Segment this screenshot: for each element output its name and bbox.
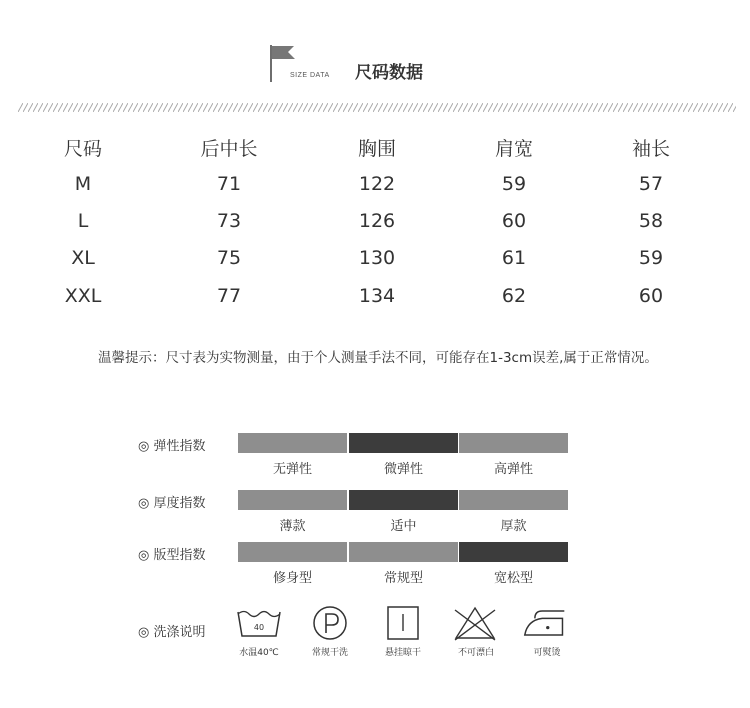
care-item-label: 悬挂晾干: [384, 648, 421, 658]
table-header-cell: 胸围: [357, 138, 396, 160]
table-header-cell: 尺码: [63, 138, 102, 160]
indicator-option-label: 高弹性: [493, 462, 533, 477]
indicator-option-label: 修身型: [272, 571, 312, 586]
indicator-label: ◎ 版型指数: [138, 548, 206, 563]
wash-temp-text: 40: [253, 623, 265, 632]
indicator-option-label: 薄款: [279, 519, 306, 534]
table-cell: 60: [501, 210, 527, 232]
table-cell: 77: [216, 285, 242, 307]
table-cell: 134: [358, 285, 396, 307]
table-cell: 62: [501, 285, 527, 307]
table-cell: 57: [638, 173, 664, 195]
measurement-tip: 温馨提示：尺寸表为实物测量，由于个人测量手法不同，可能存在1-3cm误差,属于正常情况。: [98, 350, 658, 366]
table-cell: 126: [358, 210, 396, 232]
care-label: ◎ 洗涤说明: [138, 625, 206, 640]
table-cell: XL: [71, 247, 95, 269]
table-cell: 59: [501, 173, 527, 195]
table-header-cell: 肩宽: [494, 138, 533, 160]
page-title: 尺码数据: [355, 63, 423, 83]
table-cell: 71: [216, 173, 242, 195]
table-cell: 58: [638, 210, 664, 232]
table-header-cell: 后中长: [200, 138, 258, 160]
care-item-label: 常规干洗: [311, 648, 348, 658]
table-cell: M: [74, 173, 92, 195]
care-item-label: 水温40℃: [239, 648, 279, 658]
care-item-label: 不可漂白: [457, 648, 494, 658]
table-cell: XXL: [64, 285, 102, 307]
table-cell: 75: [216, 247, 242, 269]
size-data-caption: SIZE DATA: [290, 72, 330, 79]
table-header-cell: 袖长: [631, 138, 670, 160]
table-cell: 73: [216, 210, 242, 232]
indicator-option-label: 适中: [390, 519, 417, 534]
indicator-option-label: 常规型: [383, 571, 423, 586]
indicator-label: ◎ 厚度指数: [138, 496, 206, 511]
table-cell: 61: [501, 247, 527, 269]
indicator-option-label: 宽松型: [493, 571, 533, 586]
care-item-label: 可熨烫: [533, 648, 561, 658]
indicator-label: ◎ 弹性指数: [138, 439, 206, 454]
table-cell: 122: [358, 173, 396, 195]
indicator-option-label: 微弹性: [383, 462, 423, 477]
table-cell: 130: [358, 247, 396, 269]
table-cell: L: [77, 210, 89, 232]
table-cell: 60: [638, 285, 664, 307]
table-cell: 59: [638, 247, 664, 269]
indicator-option-label: 厚款: [500, 519, 527, 534]
indicator-option-label: 无弹性: [272, 462, 312, 477]
